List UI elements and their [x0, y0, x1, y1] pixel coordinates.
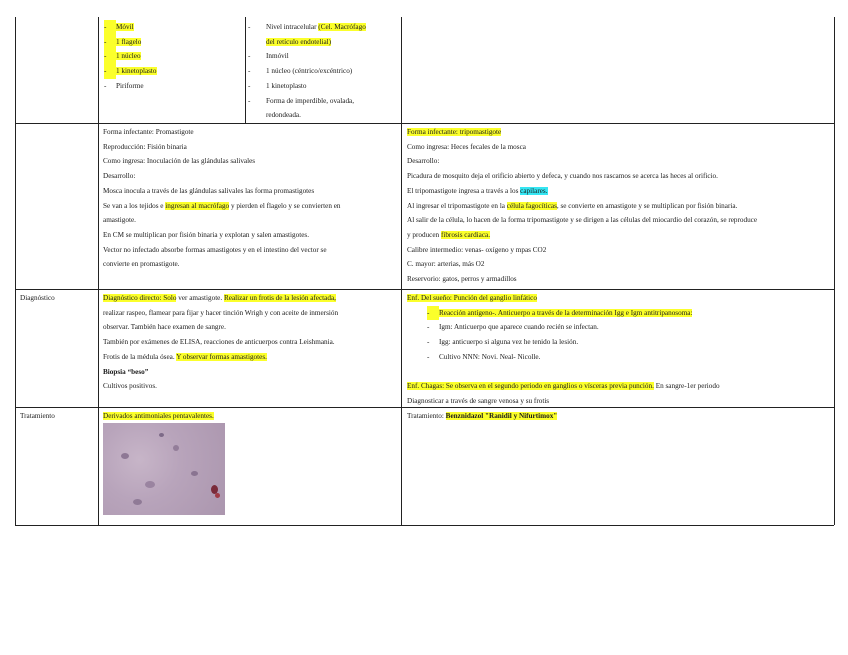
list-item: - Inmóvil [248, 52, 289, 61]
list-item: - 1 kinetoplasto [104, 64, 157, 79]
list-item-continuation: del retículo endotelial) [266, 37, 332, 46]
row-divider-1 [15, 123, 834, 124]
list-item: - Nivel intracelular (Cel. Macrófago [248, 23, 366, 31]
table-border-bottom [15, 525, 834, 526]
table-divider-1 [98, 17, 99, 525]
trypanosoma-cycle-text: Forma infectante: tripomastigote Como ingresa: Heces fecales de la mosca Desarrollo: Picadura de mosquito deja el orificio abierto y defeca, y cuando nos rascamos se acerca las heces al orificio. El tripomastigote ingresa a través a los capilares. Al ingresar el tripomastigote en la célula fagocíticas, se convierte en amastigote y se multiplican por fisión binaria. Al salir de la célula, lo hacen de la forma tripomastigote y se dirigen a las células del miocardio del corazón, se reproduce y producen fibrosis cardiaca. Calibre intermedio: venas- oxígeno y mpas CO2 C. mayor: arterias, más O2 Reservorio: gatos, perros y armadillos [407, 128, 758, 284]
list-item-continuation: redondeada. [266, 111, 301, 120]
table-border-right [834, 17, 835, 525]
leishmania-treatment-text: Derivados antimoniales pentavalentes. [103, 412, 214, 420]
row-label-tratamiento: Tratamiento [20, 412, 55, 420]
list-item: - 1 flagelo [104, 35, 157, 50]
row-divider-2 [15, 289, 834, 290]
list-item: - 1 núcleo (céntrico/excéntrico) [248, 67, 353, 76]
leishmania-cycle-text: Forma infectante: Promastigote Reproducción: Fisión binaria Como ingresa: Inoculación de las glándulas salivales Desarrollo: Mosca inocula a través de las glándulas salivales las forma promastigotes Se van a los tejidos e ingresan al macrófago y pierden el flagelo y se convierten en amastigote. En CM se multiplican por fisión binaria y explotan y salen amastigotes. Vector no infectado absorbe formas amastigotes y en el intestino del vector se convierte en promastigote. [103, 128, 341, 269]
document-table [15, 17, 835, 525]
table-border-left [15, 17, 16, 525]
list-item: - Piriforme [104, 81, 144, 90]
list-item: - 1 núcleo [104, 49, 157, 64]
list-item: - Forma de imperdible, ovalada, [248, 96, 355, 105]
morphology-list-right [248, 20, 366, 123]
list-item: - 1 kinetoplasto [248, 81, 307, 90]
list-item: - Móvil [104, 20, 157, 35]
trypanosoma-treatment-text: Tratamiento: Benznidazol "Ranidil y Nifurtimox" [407, 412, 558, 420]
microscope-image [103, 423, 225, 515]
row-label-diagnostico: Diagnóstico [20, 294, 55, 302]
table-divider-2 [401, 17, 402, 525]
morphology-list-left [104, 20, 157, 94]
table-divider-sub [245, 17, 246, 123]
trypanosoma-diagnosis-text: Enf. Del sueño: Punción del ganglio linfático - Reacción antígeno-. Anticuerpo a través de la determinación Igg e Igm antitripanosoma: - Igm: Anticuerpo que aparece cuando recién se infectan. - Igg: anticuerpo si alguna vez he tenido la lesión. - Cultivo NNN: Novi. Neal- Nicolle. Enf. Chagas: Se observa en el segundo periodo en ganglios o vísceras previa punción. En sangre-1er periodo Diagnosticar a través de sangre venosa y su frotis [407, 294, 720, 405]
leishmania-diagnosis-text: Diagnóstico directo: Solo ver amastigote. Realizar un frotis de la lesión afectada, realizar raspeo, flamear para fijar y hacer tinción Wrigh y con aceite de inmersión observar. También hace examen de sangre. También por exámenes de ELISA, reacciones de anticuerpos contra Leishmania. Frotis de la médula ósea. Y observar formas amastigotes. Biopsia “beso” Cultivos positivos. [103, 294, 339, 391]
